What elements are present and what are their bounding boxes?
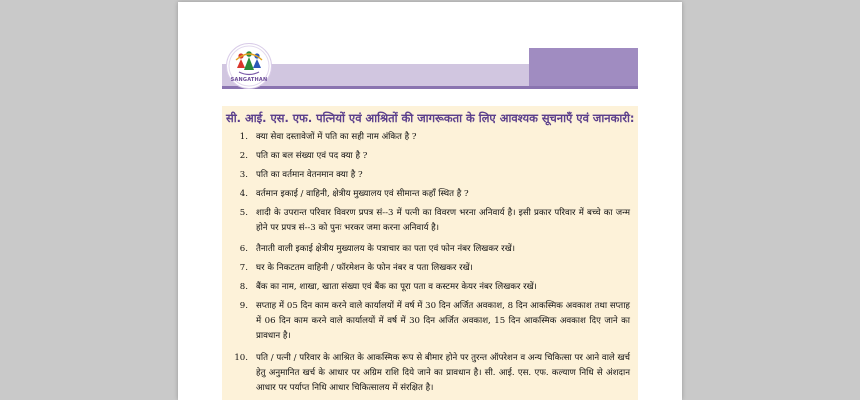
item-number: 9. bbox=[239, 301, 248, 311]
logo-wordmark: SANGATHAN bbox=[230, 77, 268, 83]
info-panel bbox=[222, 106, 638, 400]
item-number: 10. bbox=[234, 353, 248, 363]
item-number: 5. bbox=[239, 208, 248, 218]
organization-logo bbox=[226, 43, 272, 89]
item-text: पति का वर्तमान वेतनमान क्या है ? bbox=[256, 170, 363, 180]
document-page bbox=[178, 2, 682, 400]
header-band-dark bbox=[529, 48, 638, 86]
item-number: 1. bbox=[239, 132, 248, 142]
item-number: 4. bbox=[239, 189, 248, 199]
item-number: 7. bbox=[239, 263, 248, 273]
header-rule bbox=[222, 86, 638, 89]
item-text: पति / पत्नी / परिवार के आश्रित के आकस्मिक रूप से बीमार होने पर तुरन्त ऑपरेशन व अन्य चिकित्सा पर आने वाले खर्च हेतु अनुमानित खर्च के आधार पर अग्रिम राशि दिये जाने का प्रावधान है। सी. आई. एस. एफ. कल्याण निधि से अंशदान आधार पर पर्याप्त निधि आधार चिकित्सालय में संरक्षित है। bbox=[256, 353, 630, 393]
item-number: 3. bbox=[239, 170, 248, 180]
item-number: 8. bbox=[239, 282, 248, 292]
section-title: सी. आई. एस. एफ. पत्नियों एवं आश्रितों की जागरूकता के लिए आवश्यक सूचनाएँ एवं जानकारी: bbox=[226, 111, 635, 125]
item-text: सप्ताह में 05 दिन काम करने वाले कार्यालयों में वर्ष में 30 दिन अर्जित अवकाश, 8 दिन आकस्मिक अवकाश तथा सप्ताह में 06 दिन काम करने वाले कार्यालयों में वर्ष में 30 दिन अर्जित अवकाश, 15 दिन आकस्मिक अवकाश दिए जाने का प्रावधान है। bbox=[256, 301, 630, 341]
item-text: पति का बल संख्या एवं पद क्या है ? bbox=[256, 151, 368, 161]
item-text: घर के निकटतम वाहिनी / फॉरमेशन के फोन नंबर व पता लिखकर रखें। bbox=[256, 263, 473, 273]
item-number: 6. bbox=[239, 244, 248, 254]
item-number: 2. bbox=[239, 151, 248, 161]
item-text: क्या सेवा दस्तावेजों में पति का सही नाम अंकित है ? bbox=[256, 132, 417, 142]
item-text: बैंक का नाम, शाखा, खाता संख्या एवं बैंक का पूरा पता व कस्टमर केयर नंबर लिखकर रखें। bbox=[256, 282, 537, 292]
item-text: शादी के उपरान्त परिवार विवरण प्रपत्र सं--3 में पत्नी का विवरण भरना अनिवार्य है। इसी प्रकार परिवार में बच्चे का जन्म होने पर प्रपत्र सं--3 को पुनः भरकर जमा करना अनिवार्य है। bbox=[256, 208, 630, 233]
item-text: तैनाती वाली इकाई क्षेत्रीय मुख्यालय के पत्राचार का पता एवं फोन नंबर लिखकर रखें। bbox=[256, 244, 515, 254]
item-text: वर्तमान इकाई / वाहिनी, क्षेत्रीय मुख्यालय एवं सीमान्त कहाँ स्थित है ? bbox=[256, 189, 469, 199]
